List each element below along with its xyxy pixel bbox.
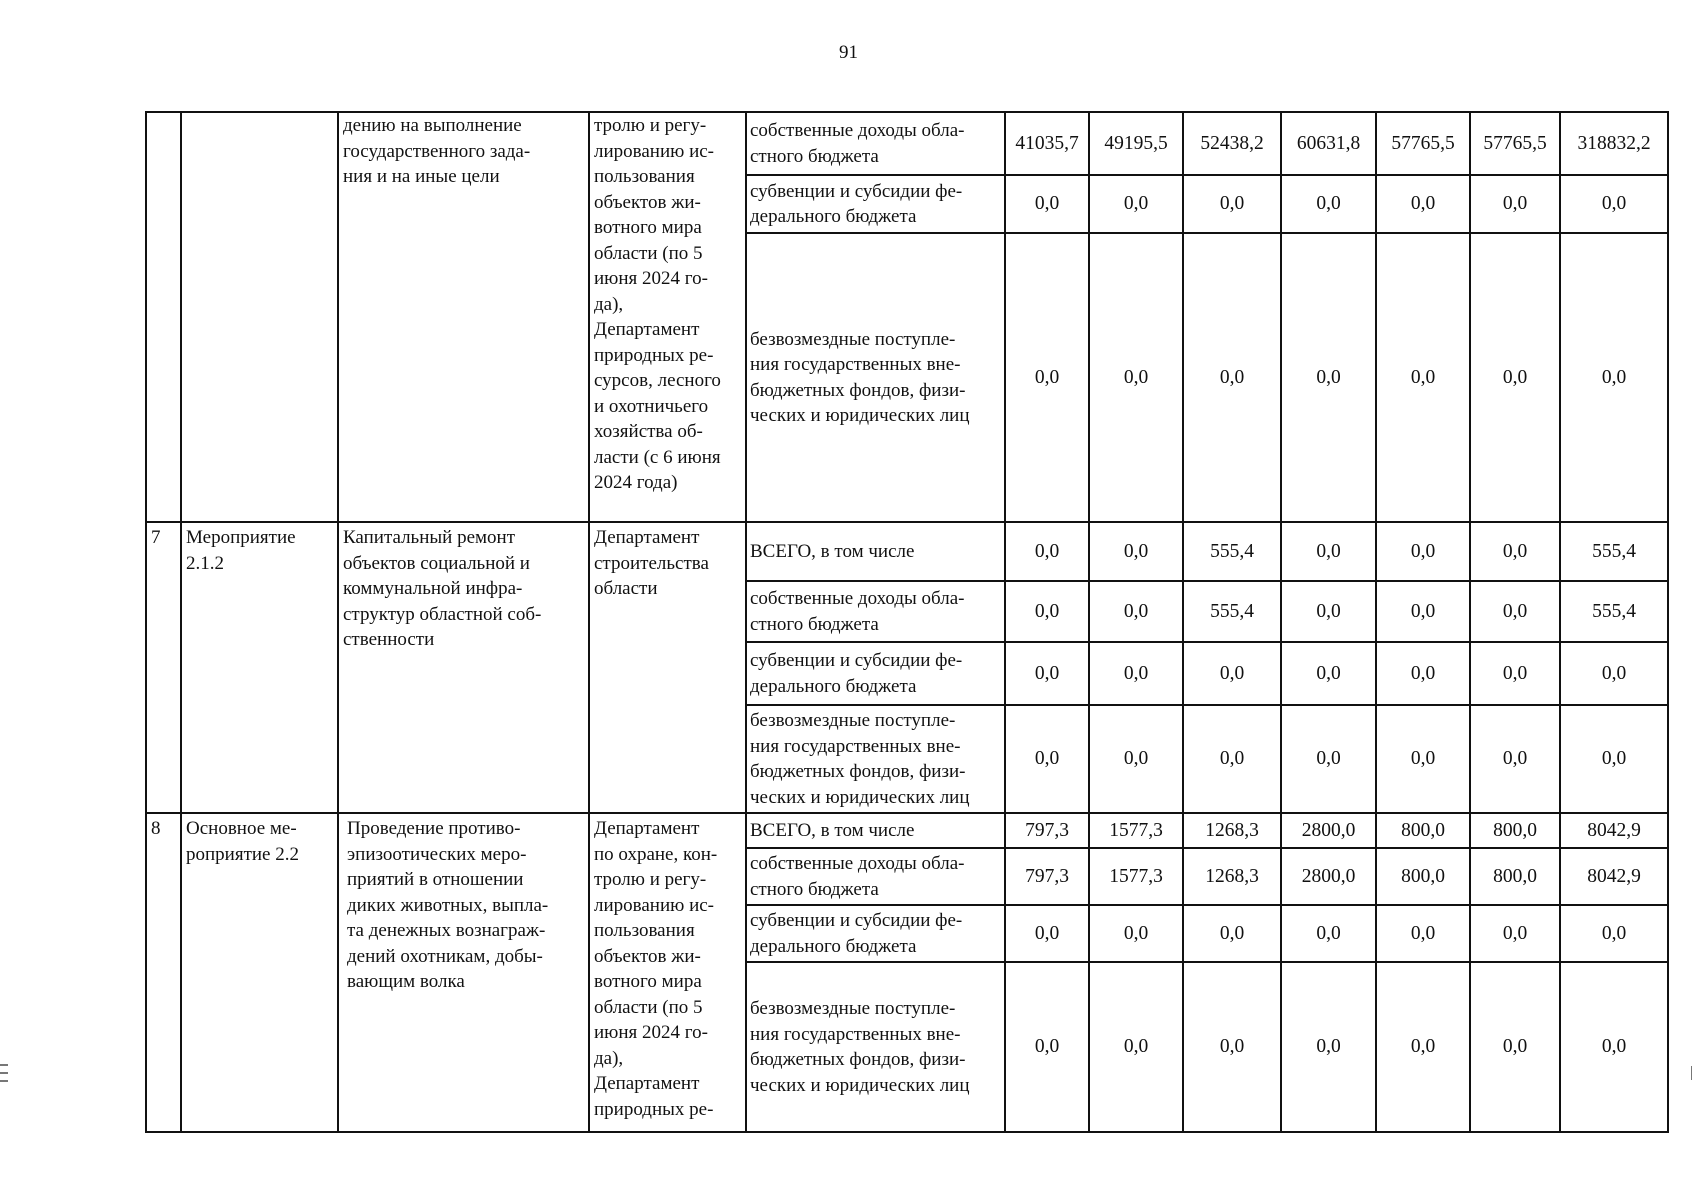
value-cell: 0,0 [1470, 962, 1560, 1132]
value-cell-total: 8042,9 [1560, 848, 1668, 905]
value-cell-total: 0,0 [1560, 233, 1668, 522]
value-cell-total: 0,0 [1560, 175, 1668, 233]
value-cell-total: 0,0 [1560, 705, 1668, 813]
value-cell: 0,0 [1089, 905, 1183, 962]
value-cell: 0,0 [1470, 642, 1560, 705]
value-cell: 0,0 [1470, 233, 1560, 522]
value-cell: 1577,3 [1089, 813, 1183, 848]
value-cell: 0,0 [1089, 175, 1183, 233]
value-cell: 0,0 [1470, 905, 1560, 962]
measure-name-cell: Проведение противо- эпизоотических меро- приятий в отношении диких животных, выпла- та денежных вознаграж- дений охотникам, добы- вающим волка [338, 813, 589, 1132]
scan-edge-mark [1691, 1066, 1692, 1080]
value-cell: 800,0 [1376, 813, 1470, 848]
value-cell: 0,0 [1281, 642, 1376, 705]
table-row [146, 522, 1668, 581]
row-number-cell [146, 112, 181, 522]
value-cell: 0,0 [1005, 905, 1089, 962]
value-cell: 0,0 [1281, 522, 1376, 581]
value-cell-total: 555,4 [1560, 522, 1668, 581]
table-row [146, 112, 1668, 175]
value-cell: 0,0 [1470, 175, 1560, 233]
value-cell-total: 318832,2 [1560, 112, 1668, 175]
source-total: ВСЕГО, в том числе [746, 813, 1005, 848]
value-cell: 0,0 [1089, 522, 1183, 581]
value-cell: 2800,0 [1281, 813, 1376, 848]
value-cell: 0,0 [1183, 905, 1281, 962]
value-cell: 0,0 [1470, 522, 1560, 581]
value-cell: 52438,2 [1183, 112, 1281, 175]
value-cell: 57765,5 [1470, 112, 1560, 175]
financing-table [145, 111, 1669, 1133]
source-federal-budget: субвенции и субсидии фе- дерального бюджета [746, 905, 1005, 962]
status-cell: Основное ме- роприятие 2.2 [181, 813, 338, 1132]
value-cell: 0,0 [1089, 642, 1183, 705]
value-cell: 0,0 [1089, 962, 1183, 1132]
row-number-cell: 8 [146, 813, 181, 1132]
value-cell: 0,0 [1005, 233, 1089, 522]
value-cell: 0,0 [1376, 522, 1470, 581]
source-own-budget: собственные доходы обла- стного бюджета [746, 581, 1005, 642]
value-cell: 0,0 [1281, 905, 1376, 962]
value-cell: 0,0 [1089, 581, 1183, 642]
page-number: 91 [839, 42, 858, 63]
value-cell: 1577,3 [1089, 848, 1183, 905]
value-cell-total: 555,4 [1560, 581, 1668, 642]
executor-cell: Департамент строительства области [589, 522, 746, 813]
value-cell: 0,0 [1183, 642, 1281, 705]
value-cell: 555,4 [1183, 581, 1281, 642]
value-cell: 0,0 [1281, 581, 1376, 642]
row-number-cell: 7 [146, 522, 181, 813]
value-cell: 800,0 [1470, 813, 1560, 848]
value-cell: 0,0 [1281, 175, 1376, 233]
source-own-budget: собственные доходы обла- стного бюджета [746, 112, 1005, 175]
status-cell [181, 112, 338, 522]
value-cell: 0,0 [1005, 175, 1089, 233]
value-cell: 41035,7 [1005, 112, 1089, 175]
value-cell: 0,0 [1183, 233, 1281, 522]
scan-edge-mark [0, 1064, 8, 1066]
value-cell: 57765,5 [1376, 112, 1470, 175]
value-cell: 555,4 [1183, 522, 1281, 581]
source-federal-budget: субвенции и субсидии фе- дерального бюджета [746, 642, 1005, 705]
value-cell: 0,0 [1005, 705, 1089, 813]
value-cell: 0,0 [1183, 705, 1281, 813]
source-federal-budget: субвенции и субсидии фе- дерального бюджета [746, 175, 1005, 233]
value-cell: 60631,8 [1281, 112, 1376, 175]
value-cell: 0,0 [1005, 962, 1089, 1132]
source-free-receipts: безвозмездные поступле- ния государственных вне- бюджетных фондов, физи- ческих и юридических лиц [746, 962, 1005, 1132]
value-cell: 0,0 [1281, 233, 1376, 522]
value-cell: 800,0 [1376, 848, 1470, 905]
value-cell: 0,0 [1281, 705, 1376, 813]
value-cell: 0,0 [1376, 705, 1470, 813]
measure-name-cell: Капитальный ремонт объектов социальной и коммунальной инфра- структур областной соб- ственности [338, 522, 589, 813]
value-cell: 0,0 [1376, 905, 1470, 962]
value-cell: 2800,0 [1281, 848, 1376, 905]
value-cell-total: 0,0 [1560, 905, 1668, 962]
source-free-receipts: безвозмездные поступле- ния государственных вне- бюджетных фондов, физи- ческих и юридических лиц [746, 705, 1005, 813]
source-free-receipts: безвозмездные поступле- ния государственных вне- бюджетных фондов, физи- ческих и юридических лиц [746, 233, 1005, 522]
value-cell: 0,0 [1089, 705, 1183, 813]
value-cell-total: 0,0 [1560, 962, 1668, 1132]
measure-name-cell: дению на выполнение государственного зада- ния и на иные цели [338, 112, 589, 522]
scan-edge-mark [0, 1080, 8, 1082]
value-cell: 0,0 [1376, 642, 1470, 705]
value-cell: 0,0 [1005, 522, 1089, 581]
value-cell: 0,0 [1376, 581, 1470, 642]
value-cell: 0,0 [1376, 962, 1470, 1132]
value-cell: 0,0 [1470, 581, 1560, 642]
value-cell: 797,3 [1005, 848, 1089, 905]
value-cell-total: 8042,9 [1560, 813, 1668, 848]
value-cell: 0,0 [1376, 175, 1470, 233]
value-cell: 0,0 [1183, 175, 1281, 233]
value-cell: 0,0 [1089, 233, 1183, 522]
executor-cell: тролю и регу- лированию ис- пользования объектов жи- вотного мира области (по 5 июня 2024 го- да), Департамент природных ре- сурсов, лесного и охотничьего хозяйства об- ласти (с 6 июня 2024 года) [589, 112, 746, 522]
source-own-budget: собственные доходы обла- стного бюджета [746, 848, 1005, 905]
executor-cell: Департамент по охране, кон- тролю и регу- лированию ис- пользования объектов жи- вотного мира области (по 5 июня 2024 го- да), Департамент природных ре- [589, 813, 746, 1132]
value-cell: 0,0 [1183, 962, 1281, 1132]
value-cell: 0,0 [1005, 642, 1089, 705]
status-cell: Мероприятие 2.1.2 [181, 522, 338, 813]
value-cell: 0,0 [1470, 705, 1560, 813]
value-cell: 1268,3 [1183, 813, 1281, 848]
value-cell: 0,0 [1281, 962, 1376, 1132]
value-cell: 800,0 [1470, 848, 1560, 905]
value-cell-total: 0,0 [1560, 642, 1668, 705]
value-cell: 797,3 [1005, 813, 1089, 848]
value-cell: 0,0 [1376, 233, 1470, 522]
scan-edge-mark [0, 1072, 8, 1074]
source-total: ВСЕГО, в том числе [746, 522, 1005, 581]
value-cell: 0,0 [1005, 581, 1089, 642]
table-row [146, 813, 1668, 848]
value-cell: 1268,3 [1183, 848, 1281, 905]
value-cell: 49195,5 [1089, 112, 1183, 175]
